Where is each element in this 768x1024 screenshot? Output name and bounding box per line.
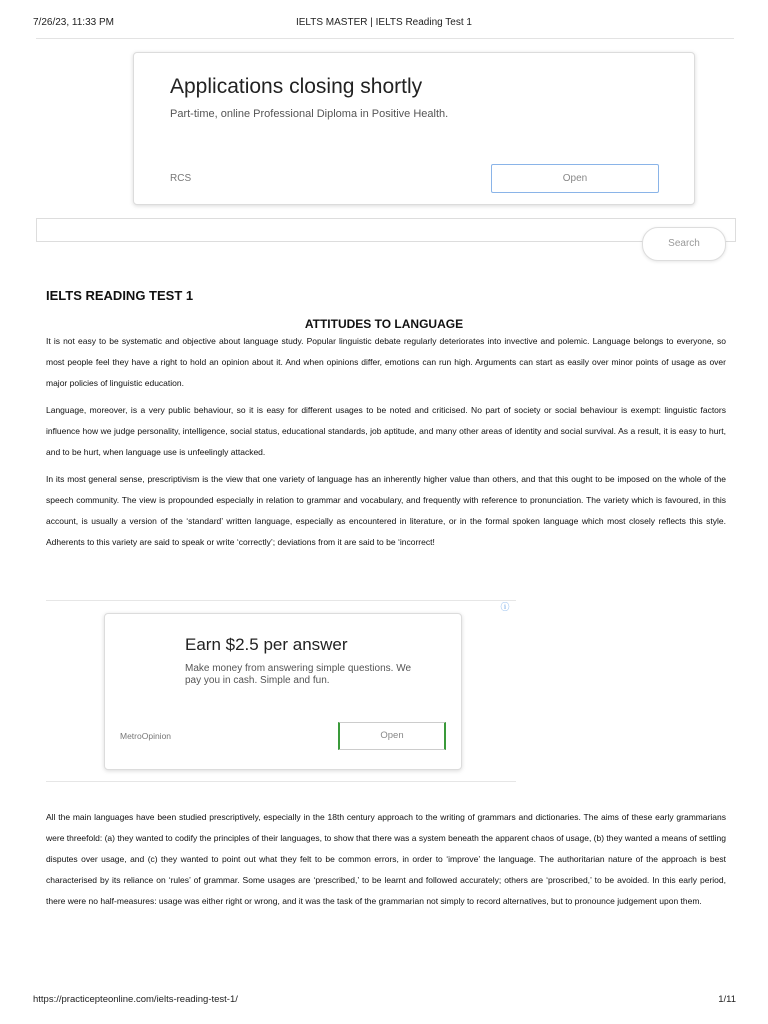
info-icon[interactable]: ⓘ (500, 602, 510, 612)
ad-frame-divider (36, 38, 734, 39)
top-ad-title[interactable]: Applications closing shortly (170, 75, 423, 98)
print-page-title: IELTS MASTER | IELTS Reading Test 1 (295, 17, 472, 28)
top-ad-open-button[interactable]: Open (491, 164, 659, 193)
page-title: IELTS READING TEST 1 (46, 288, 194, 303)
footer-page-number: 1/11 (718, 994, 736, 1005)
search-input[interactable] (36, 218, 736, 242)
middle-ad-title[interactable]: Earn $2.5 per answer (185, 635, 348, 654)
middle-ad-brand: MetroOpinion (120, 731, 172, 741)
top-ad-description: Part-time, online Professional Diploma in Positive Health. (170, 108, 449, 120)
middle-ad-description: Make money from answering simple questions. We pay you in cash. Simple and fun. (185, 663, 412, 686)
paragraph-1: It is not easy to be systematic and objective about language study. Popular linguistic debate regularly deteriorates into invective and polemic. Language belongs to everyone, so most people feel they have a right to hold an opinion about it. And when opinions differ, emotions can run high. Arguments can start as easily over minor points of usage as over major policies of linguistic education. (46, 336, 726, 388)
section-title: ATTITUDES TO LANGUAGE (304, 317, 464, 331)
paragraph-4: All the main languages have been studied prescriptively, especially in the 18th century approach to the writing of grammars and dictionaries. The aims of these early grammarians were threefold: (a) they wanted to codify the principles of their languages, to show that there was a system beneath the apparent chaos of usage, (b) they wanted a means of settling disputes over usage, and (c) they wanted to point out what they felt to be common errors, in order to ‘improve’ the language. The authoritarian nature of the approach is best characterised by its reliance on ‘rules’ of grammar. Some usages are ‘prescribed,’ to be learnt and followed accurately; others are ‘proscribed,’ to be avoided. In this early period, there were no half-measures: usage was either right or wrong, and it was the task of the grammarian not simply to record alternatives, but to pronounce judgement upon them. (46, 812, 726, 906)
search-button[interactable]: Search (642, 227, 726, 261)
middle-ad-card[interactable] (104, 613, 462, 770)
footer-url: https://practicepteonline.com/ielts-reading-test-1/ (33, 994, 238, 1005)
middle-ad-open-button[interactable]: Open (338, 722, 446, 750)
top-ad-brand: RCS (170, 173, 192, 184)
print-datetime: 7/26/23, 11:33 PM (33, 17, 114, 28)
top-ad-card[interactable] (133, 52, 695, 205)
paragraph-2: Language, moreover, is a very public behaviour, so it is easy for different usages to be noted and criticised. No part of society or social behaviour is exempt: linguistic factors influence how we judge personality, intelligence, social status, educational standards, job aptitude, and many other areas of identity and social survival. As a result, it is easy to hurt, and to be hurt, when language use is unfeelingly attacked. (46, 405, 726, 457)
paragraph-3: In its most general sense, prescriptivism is the view that one variety of language has an inherently higher value than others, and that this ought to be imposed on the whole of the speech community. The view is propounded especially in relation to grammar and vocabulary, and frequently with reference to pronunciation. The variety which is favoured, in this account, is usually a version of the ‘standard’ written language, especially as encountered in literature, or in the formal spoken language which most closely reflects this style. Adherents to this variety are said to speak or write ‘correctly’; deviations from it are said to be ‘incorrect! (46, 474, 726, 547)
